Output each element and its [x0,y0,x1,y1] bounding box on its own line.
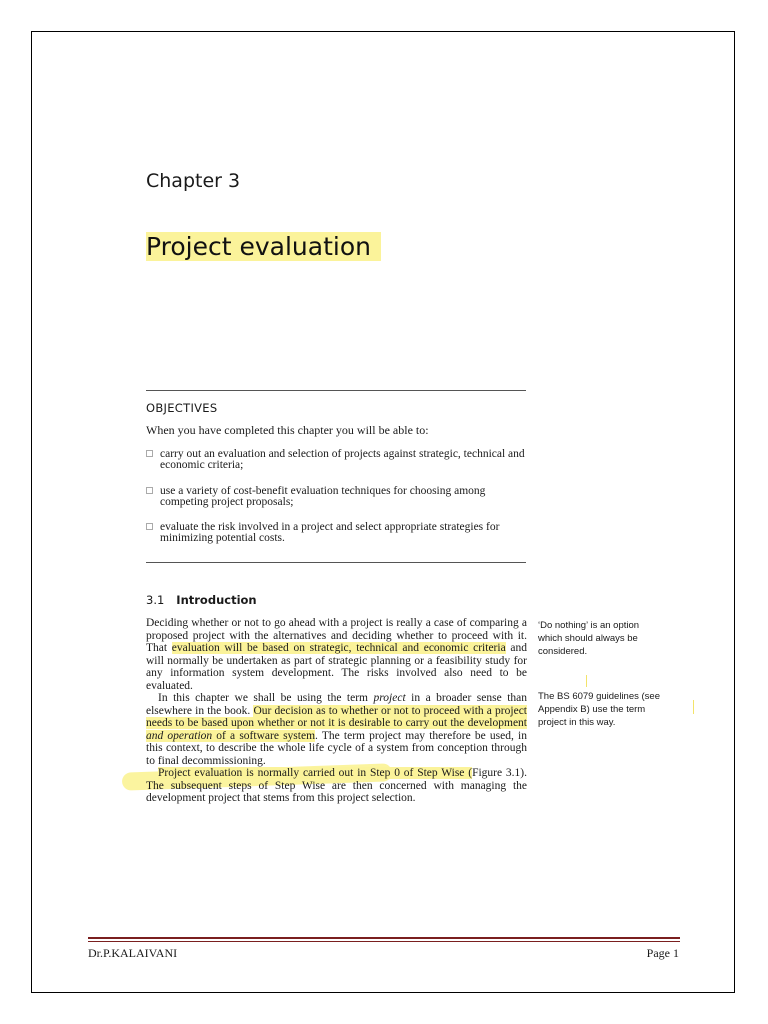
checkbox-bullet-icon [146,487,153,494]
footer-rule [88,937,680,939]
objective-item: use a variety of cost-benefit evaluation techniques for choosing among competing project proposals; [146,486,526,508]
objectives-bottom-rule [146,562,526,563]
objectives-intro: When you have completed this chapter you will be able to: [146,423,429,437]
section-title: Introduction [176,593,257,607]
highlighter-tick [693,700,694,714]
chapter-title: Project evaluation [146,232,381,261]
objectives-heading: OBJECTIVES [146,401,218,415]
intro-paragraph-3: Project evaluation is normally carried out in Step 0 of Step Wise (Figure 3.1). The subsequent steps of Step Wise are then concerned with managing the development project that stems from this project selection. [146,767,528,804]
intro-paragraph-1: Deciding whether or not to go ahead with a project is really a case of comparing a proposed project with the alternatives and deciding whether to proceed with it. That evaluation will be based on strategic, technical and economic criteria and will normally be undertaken as part of strategic planning or a feasibility study for any information system development. The risks involved also need to be evaluated. [146,617,527,692]
margin-note: The BS 6079 guidelines (see Appendix B) use the term project in this way. [538,691,660,728]
objective-item: carry out an evaluation and selection of projects against strategic, technical and economic criteria; [146,449,526,471]
introduction-body [146,617,527,805]
highlighter-tick [586,675,587,687]
chapter-number: Chapter 3 [146,170,241,192]
footer-author: Dr.P.KALAIVANI [88,946,178,960]
checkbox-bullet-icon [146,450,153,457]
margin-note: ‘Do nothing’ is an option which should always be considered. [538,620,640,657]
footer-page-number: Page 1 [646,946,679,960]
objectives-top-rule [146,390,526,391]
footer-rule [88,941,680,942]
intro-paragraph-2: In this chapter we shall be using the term project in a broader sense than elsewhere in the book. Our decision as to whether or not to proceed with a project needs to be based upon whether or not it is desirable to carry out the development and operation of a software system. The term project may therefore be used, in this context, to describe the whole life cycle of a system from conception through to final decommissioning. [146,692,527,767]
page-border [31,31,735,993]
section-heading [146,593,257,607]
checkbox-bullet-icon [146,523,153,530]
objective-item: evaluate the risk involved in a project and select appropriate strategies for minimizing potential costs. [146,522,526,544]
section-number: 3.1 [146,593,165,607]
